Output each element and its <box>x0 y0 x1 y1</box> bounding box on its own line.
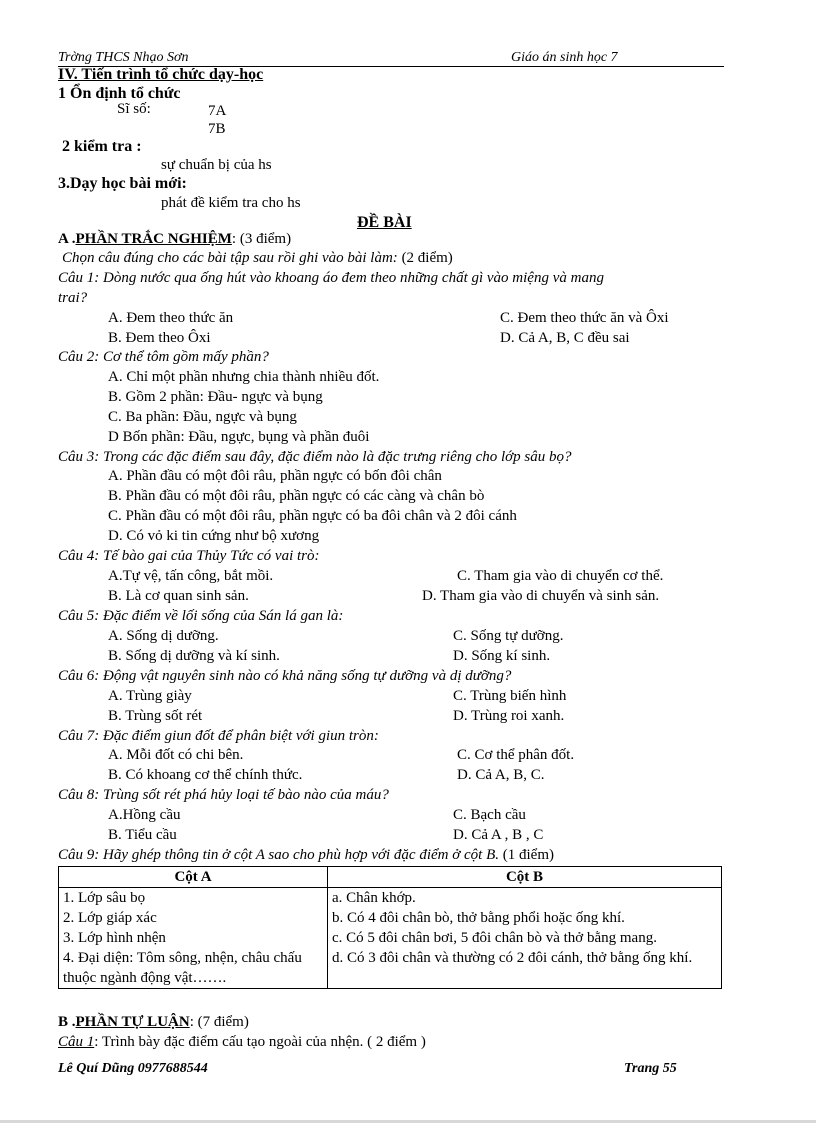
part-b-prefix: B . <box>58 1014 76 1030</box>
q1-option-b: B. Đem theo Ôxi <box>108 330 211 346</box>
q2-option-a: A. Chỉ một phần nhưng chia thành nhiều đốt. <box>108 369 380 385</box>
step1-title: 1 Ổn định tổ chức <box>58 85 181 102</box>
col-b-item: d. Có 3 đôi chân và thường có 2 đôi cánh, thở bằng ống khí. <box>332 950 693 966</box>
q5-text: Câu 5: Đặc điểm về lối sống của Sán lá gan là: <box>58 608 344 624</box>
q9-text: Câu 9: Hãy ghép thông tin ở cột A sao cho phù hợp với đặc điểm ở cột B. <box>58 847 499 863</box>
col-a-item: 3. Lớp hình nhện <box>63 930 166 946</box>
q8-option-d: D. Cả A , B , C <box>453 827 544 843</box>
col-a-cell <box>59 888 328 989</box>
q1-line2: trai? <box>58 290 88 306</box>
header-school: Trờng THCS Nhạo Sơn <box>58 50 189 65</box>
q3-option-c: C. Phần đầu có một đôi râu, phần ngực có ba đôi chân và 2 đôi cánh <box>108 508 517 524</box>
part-a-points: : (3 điểm) <box>231 231 292 247</box>
matching-table <box>58 866 722 989</box>
q7-option-b: B. Có khoang cơ thể chính thức. <box>108 767 303 783</box>
col-b-header: Cột B <box>328 867 722 888</box>
part-b-points: : (7 điểm) <box>189 1014 249 1030</box>
header-subject: Giáo án sinh học 7 <box>511 50 618 65</box>
q1-line1: Câu 1: Dòng nước qua ống hút vào khoang áo đem theo những chất gì vào miệng và mang <box>58 270 604 286</box>
part-b-q1-label: Câu 1 <box>58 1034 95 1050</box>
q6-option-a: A. Trùng giày <box>108 688 192 704</box>
q6-option-c: C. Trùng biến hình <box>453 688 567 704</box>
instruction-text: Chọn câu đúng cho các bài tập sau rồi ghi vào bài làm: <box>62 250 398 266</box>
footer-author: Lê Quí Dũng 0977688544 <box>58 1061 208 1076</box>
part-b-heading <box>58 1014 249 1031</box>
q2-option-d: D Bốn phần: Đầu, ngực, bụng và phần đuôi <box>108 429 370 445</box>
step2-content: sự chuẩn bị của hs <box>161 157 272 173</box>
col-a-item: 1. Lớp sâu bọ <box>63 890 146 906</box>
col-a-item: 4. Đại diện: Tôm sông, nhện, châu chấu thuộc ngành động vật……. <box>63 950 302 986</box>
q5-option-a: A. Sống dị dưỡng. <box>108 628 219 644</box>
part-b-q1-text: : Trình bày đặc điểm cấu tạo ngoài của nhện. ( 2 điểm ) <box>94 1034 426 1050</box>
q3-option-b: B. Phần đầu có một đôi râu, phần ngực có các càng và chân bò <box>108 488 485 504</box>
part-b-title: PHẦN TỰ LUẬN <box>75 1014 190 1030</box>
q9-points: (1 điểm) <box>502 847 554 863</box>
q3-option-a: A. Phần đầu có một đôi râu, phần ngực có bốn đôi chân <box>108 468 442 484</box>
part-a-prefix: A . <box>58 231 76 247</box>
step3-content: phát đề kiểm tra cho hs <box>161 195 301 211</box>
col-b-item: a. Chân khớp. <box>332 890 416 906</box>
q4-option-d: D. Tham gia vào di chuyển và sinh sản. <box>422 588 660 604</box>
exam-title: ĐỀ BÀI <box>357 214 412 231</box>
part-a-heading <box>58 231 291 248</box>
step3-title: 3.Dạy học bài mới: <box>58 175 187 192</box>
class-b: 7B <box>208 121 226 137</box>
q1-option-c: C. Đem theo thức ăn và Ôxi <box>500 310 669 326</box>
q8-text: Câu 8: Trùng sốt rét phá hủy loại tế bào nào của máu? <box>58 787 389 803</box>
part-a-instruction <box>62 250 453 267</box>
q4-option-c: C. Tham gia vào di chuyển cơ thể. <box>457 568 664 584</box>
q3-option-d: D. Có vỏ ki tin cứng như bộ xương <box>108 528 320 544</box>
q1-option-d: D. Cả A, B, C đều sai <box>500 330 630 346</box>
q8-option-a: A.Hồng cầu <box>108 807 181 823</box>
q4-option-b: B. Là cơ quan sinh sản. <box>108 588 249 604</box>
q6-option-b: B. Trùng sốt rét <box>108 708 203 724</box>
table-header-row <box>59 867 722 888</box>
q5-option-d: D. Sống kí sinh. <box>453 648 551 664</box>
q3-text: Câu 3: Trong các đặc điểm sau đây, đặc điểm nào là đặc trưng riêng cho lớp sâu bọ? <box>58 449 572 465</box>
footer-page: Trang 55 <box>624 1061 677 1076</box>
q8-option-c: C. Bạch cầu <box>453 807 526 823</box>
q2-option-c: C. Ba phần: Đầu, ngực và bụng <box>108 409 297 425</box>
q2-option-b: B. Gồm 2 phần: Đầu- ngực và bụng <box>108 389 323 405</box>
q7-option-c: C. Cơ thể phân đốt. <box>457 747 575 763</box>
col-a-item: 2. Lớp giáp xác <box>63 910 157 926</box>
step2-title: 2 kiểm tra : <box>62 138 142 155</box>
part-a-title: PHẦN TRẮC NGHIỆM <box>75 231 232 247</box>
q7-option-a: A. Mỗi đốt có chi bên. <box>108 747 244 763</box>
col-b-item: b. Có 4 đôi chân bò, thở bằng phổi hoặc ống khí. <box>332 910 625 926</box>
q2-text: Câu 2: Cơ thể tôm gồm mấy phần? <box>58 349 269 365</box>
class-a: 7A <box>208 103 227 119</box>
q7-text: Câu 7: Đặc điểm giun đốt để phân biệt với giun tròn: <box>58 728 379 744</box>
table-row <box>59 888 722 989</box>
col-b-item: c. Có 5 đôi chân bơi, 5 đôi chân bò và thở bằng mang. <box>332 930 657 946</box>
q7-option-d: D. Cả A, B, C. <box>457 767 545 783</box>
q4-option-a: A.Tự vệ, tấn công, bắt mồi. <box>108 568 274 584</box>
q8-option-b: B. Tiểu cầu <box>108 827 177 843</box>
q1-option-a: A. Đem theo thức ăn <box>108 310 234 326</box>
q9-text-row <box>58 847 554 864</box>
part-b-question-1 <box>58 1034 426 1051</box>
q5-option-c: C. Sống tự dưỡng. <box>453 628 564 644</box>
instruction-points: (2 điểm) <box>401 250 453 266</box>
q6-option-d: D. Trùng roi xanh. <box>453 708 565 724</box>
q4-text: Câu 4: Tế bào gai của Thủy Tức có vai trò: <box>58 548 320 564</box>
section-title: IV. Tiến trình tổ chức dạy-học <box>58 66 264 83</box>
q6-text: Câu 6: Động vật nguyên sinh nào có khả năng sống tự dưỡng và dị dưỡng? <box>58 668 512 684</box>
q5-option-b: B. Sống dị dưỡng và kí sinh. <box>108 648 280 664</box>
class-size-label: Sĩ số: <box>117 101 151 117</box>
col-b-cell <box>328 888 722 989</box>
col-a-header: Cột A <box>59 867 328 888</box>
